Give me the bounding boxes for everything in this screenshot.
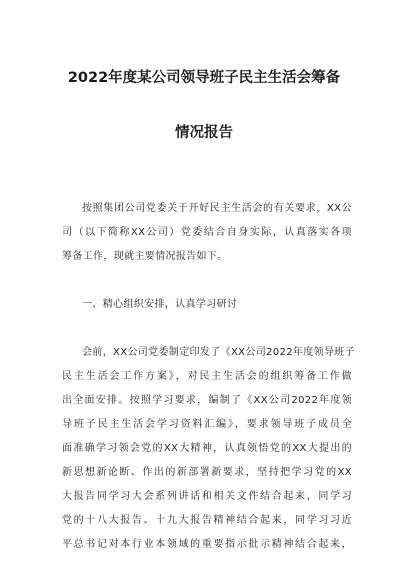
- document-title-line-1: 2022年度某公司领导班子民主生活会筹备: [67, 70, 341, 86]
- intro-line-2: 司（以下简称XX公司）党委结合自身实际，认真落实各项: [62, 227, 352, 238]
- section-heading: 一、精心组织安排，认真学习研讨: [82, 299, 238, 310]
- body-line-6: 新思想新论断、作出的新部署新要求，坚持把学习党的XX: [62, 467, 352, 478]
- document-title-line-2: 情况报告: [175, 125, 233, 141]
- body-line-2: 民主生活会工作方案》，对民主生活会的组织筹备工作做: [62, 371, 352, 382]
- body-line-9: 平总书记对本行业本领域的重要指示批示精神结合起来，: [62, 539, 352, 550]
- body-line-3: 出全面安排。按照学习要求，编制了《XX公司2022年度领: [62, 395, 352, 406]
- body-line-1: 会前，XX公司党委制定印发了《XX公司2022年度领导班子: [82, 347, 356, 358]
- body-line-8: 党的十八大报告、十九大报告精神结合起来，同学习习近: [62, 515, 352, 526]
- body-line-7: 大报告同学习大会系列讲话和相关文件结合起来，同学习: [62, 491, 352, 502]
- intro-line-1: 按照集团公司党委关于开好民主生活会的有关要求，XX公: [82, 203, 352, 214]
- intro-line-3: 筹备工作，现就主要情况报告如下。: [62, 251, 228, 262]
- body-line-4: 导班子民主生活会学习资料汇编》，要求领导班子成员全: [62, 419, 352, 430]
- body-line-5: 面准确学习领会党的XX大精神，认真领悟党的XX大提出的: [62, 443, 352, 454]
